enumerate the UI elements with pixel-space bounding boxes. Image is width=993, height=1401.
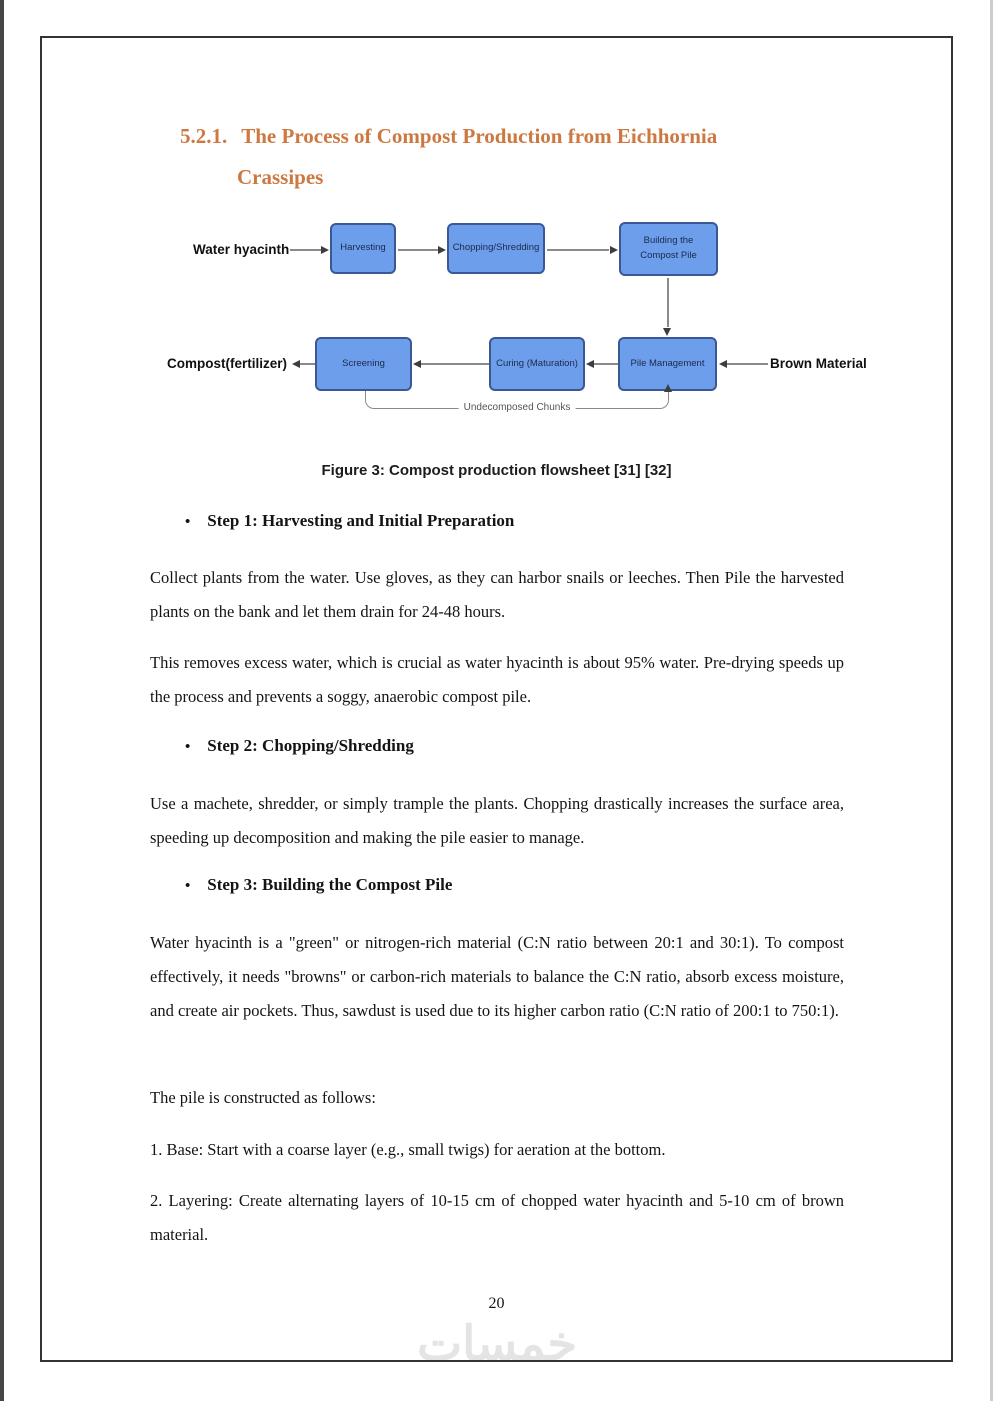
step-label: Step 3: Building the Compost Pile <box>207 875 453 894</box>
arrow-curing-to-screening <box>421 363 489 365</box>
section-heading-line2: Crassipes <box>237 165 324 189</box>
figure-caption: Figure 3: Compost production flowsheet [31] [32] <box>321 462 672 479</box>
flow-output-compost: Compost(fertilizer) <box>167 356 288 371</box>
body-paragraph: 1. Base: Start with a coarse layer (e.g., small twigs) for aeration at the bottom. <box>150 1140 666 1159</box>
body-paragraph: This removes excess water, which is crucial as water hyacinth is about 95% water. Pre-drying speeds up the process and prevents a soggy, anaerobic compost pile. <box>150 653 844 706</box>
arrow-building-to-pile <box>667 278 669 327</box>
step-label: Step 2: Chopping/Shredding <box>207 736 414 755</box>
bullet-icon: • <box>185 514 191 530</box>
flow-node-curing: Curing (Maturation) <box>489 337 585 391</box>
flow-input-brown-material: Brown Material <box>770 356 867 371</box>
flow-node-building: Building the Compost Pile <box>619 222 718 276</box>
arrowhead-up-icon <box>664 384 672 392</box>
arrow-chopping-to-building <box>547 249 609 251</box>
arrowhead-left-icon <box>292 360 300 368</box>
arrowhead-left-icon <box>719 360 727 368</box>
loop-label: Undecomposed Chunks <box>459 402 576 413</box>
flow-node-pile-management: Pile Management <box>618 337 717 391</box>
page-number: 20 <box>488 1295 505 1312</box>
watermark: خمسات <box>416 1318 578 1371</box>
bullet-icon: • <box>185 878 191 894</box>
flow-node-harvesting: Harvesting <box>330 223 396 274</box>
arrow-brown-to-pile <box>727 363 768 365</box>
arrowhead-left-icon <box>413 360 421 368</box>
step-heading-1 <box>185 511 514 531</box>
arrow-pile-to-curing <box>594 363 618 365</box>
body-paragraph: 2. Layering: Create alternating layers of 10-15 cm of chopped water hyacinth and 5-10 cm of brown material. <box>150 1191 844 1244</box>
body-paragraph: Collect plants from the water. Use gloves, as they can harbor snails or leeches. Then Pile the harvested plants on the bank and let them drain for 24-48 hours. <box>150 568 844 621</box>
arrowhead-right-icon <box>438 246 446 254</box>
arrowhead-right-icon <box>321 246 329 254</box>
section-heading-line1 <box>180 116 717 157</box>
arrowhead-down-icon <box>663 328 671 336</box>
bullet-icon: • <box>185 739 191 755</box>
arrowhead-left-icon <box>586 360 594 368</box>
left-edge-shadow <box>0 0 4 1401</box>
arrowhead-right-icon <box>610 246 618 254</box>
body-paragraph: Use a machete, shredder, or simply trample the plants. Chopping drastically increases the surface area, speeding up decomposition and making the pile easier to manage. <box>150 794 844 847</box>
step-heading-3 <box>185 875 452 895</box>
flow-node-screening: Screening <box>315 337 412 391</box>
section-number: 5.2.1. <box>180 124 228 148</box>
section-heading <box>180 116 717 198</box>
arrow-water-to-harvesting <box>290 249 322 251</box>
body-paragraph: Water hyacinth is a "green" or nitrogen-rich material (C:N ratio between 20:1 and 30:1). To compost effectively, it needs "browns" or carbon-rich materials to balance the C:N ratio, absorb excess moisture, and create air pockets. Thus, sawdust is used due to its higher carbon ratio (C:N ratio of 200:1 to 750:1). <box>150 933 844 1020</box>
arrow-screening-to-compost <box>300 363 315 365</box>
flow-input-water-hyacinth: Water hyacinth <box>193 242 290 257</box>
step-heading-2 <box>185 736 414 756</box>
step-label: Step 1: Harvesting and Initial Preparation <box>207 511 515 530</box>
arrow-harvesting-to-chopping <box>398 249 438 251</box>
section-title: The Process of Compost Production from Eichhornia <box>241 124 718 148</box>
flow-node-chopping: Chopping/Shredding <box>447 223 545 274</box>
body-paragraph: The pile is constructed as follows: <box>150 1088 376 1107</box>
